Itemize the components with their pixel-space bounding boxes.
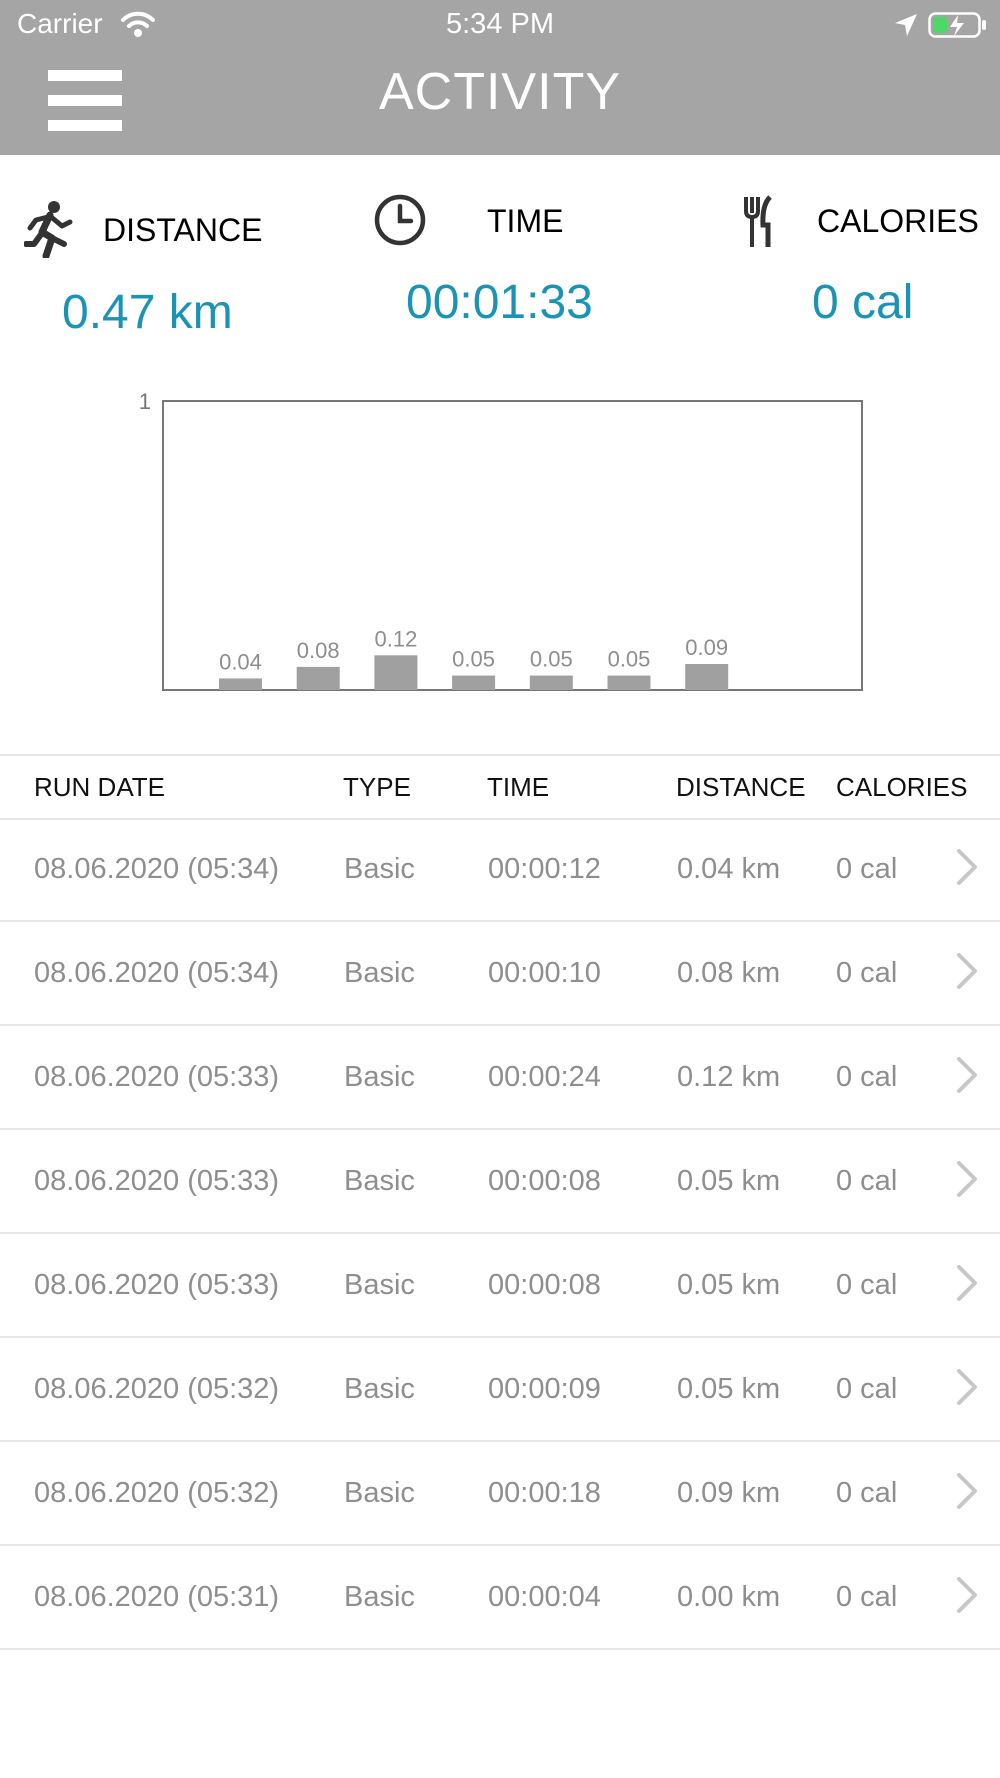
chevron-right-icon[interactable] [956,848,978,891]
calories-cell: 0 cal [836,1477,898,1509]
chevron-right-icon[interactable] [956,1160,978,1203]
time-value: 00:01:33 [406,276,593,329]
time-cell: 00:00:09 [488,1373,601,1405]
calories-label: CALORIES [817,203,979,239]
type-cell: Basic [344,853,415,885]
type-cell: Basic [344,957,415,989]
bar-value-label: 0.09 [685,634,729,660]
distance-cell: 0.00 km [677,1581,781,1613]
run-date-cell: 08.06.2020 (05:32) [34,1477,280,1509]
time-cell: 00:00:10 [488,957,601,989]
carrier-label: Carrier [17,8,103,39]
distance-label: DISTANCE [103,212,263,248]
fork-knife-icon [744,195,774,254]
chart-frame [163,401,862,690]
chart-bar [608,676,651,690]
type-cell: Basic [344,1061,415,1093]
table-row[interactable] [0,1234,1000,1338]
table-row[interactable] [0,1546,1000,1650]
chart-bar [297,667,340,690]
nav-bar [0,50,1000,155]
header-run-date: RUN DATE [34,772,165,802]
chart-bar [452,676,495,690]
bar-value-label: 0.05 [529,646,573,672]
run-date-cell: 08.06.2020 (05:33) [34,1165,280,1197]
table-row[interactable] [0,1338,1000,1442]
time-cell: 00:00:12 [488,853,601,885]
run-list [0,818,1000,1650]
distance-cell: 0.09 km [677,1477,781,1509]
runner-icon [24,200,74,263]
run-date-cell: 08.06.2020 (05:34) [34,957,280,989]
run-date-cell: 08.06.2020 (05:33) [34,1269,280,1301]
bar-value-label: 0.05 [452,646,496,672]
header-time: TIME [487,772,550,802]
run-date-cell: 08.06.2020 (05:33) [34,1061,280,1093]
distance-cell: 0.08 km [677,957,781,989]
calories-value: 0 cal [812,276,914,329]
time-cell: 00:00:24 [488,1061,601,1093]
table-row[interactable] [0,1442,1000,1546]
bar-value-label: 0.04 [219,649,262,675]
distance-value: 0.47 km [62,286,233,339]
type-cell: Basic [344,1373,415,1405]
run-date-cell: 08.06.2020 (05:34) [34,853,280,885]
chevron-right-icon[interactable] [956,1264,978,1307]
time-cell: 00:00:18 [488,1477,601,1509]
distance-cell: 0.04 km [677,853,781,885]
header-distance: DISTANCE [676,772,806,802]
calories-cell: 0 cal [836,1269,898,1301]
chevron-right-icon[interactable] [956,1472,978,1515]
time-cell: 00:00:04 [488,1581,601,1613]
distance-cell: 0.12 km [677,1061,781,1093]
location-arrow-icon [893,12,919,43]
type-cell: Basic [344,1477,415,1509]
page-title: ACTIVITY [378,63,622,121]
table-row[interactable] [0,1130,1000,1234]
calories-cell: 0 cal [836,1061,898,1093]
run-date-cell: 08.06.2020 (05:32) [34,1373,280,1405]
calories-cell: 0 cal [836,1165,898,1197]
bar-value-label: 0.12 [374,626,418,652]
calories-cell: 0 cal [836,1373,898,1405]
table-header [0,754,1000,820]
calories-cell: 0 cal [836,853,898,885]
chart-bar [530,676,573,690]
type-cell: Basic [344,1581,415,1613]
time-label: TIME [487,203,564,239]
table-row[interactable] [0,922,1000,1026]
status-bar [0,0,1000,50]
run-date-cell: 08.06.2020 (05:31) [34,1581,280,1613]
chevron-right-icon[interactable] [956,1368,978,1411]
calories-cell: 0 cal [836,1581,898,1613]
header-type: TYPE [343,772,411,802]
bar-value-label: 0.05 [607,646,651,672]
header-calories: CALORIES [836,772,968,802]
calories-cell: 0 cal [836,957,898,989]
clock-icon [373,193,427,252]
type-cell: Basic [344,1165,415,1197]
type-cell: Basic [344,1269,415,1301]
status-time: 5:34 PM [446,8,554,40]
time-cell: 00:00:08 [488,1165,601,1197]
distance-cell: 0.05 km [677,1373,781,1405]
table-row[interactable] [0,1026,1000,1130]
distance-cell: 0.05 km [677,1269,781,1301]
distance-bar-chart [0,370,1000,710]
distance-cell: 0.05 km [677,1165,781,1197]
chevron-right-icon[interactable] [956,1056,978,1099]
table-row[interactable] [0,818,1000,922]
battery-charging-icon [928,11,988,44]
chevron-right-icon[interactable] [956,952,978,995]
chart-bar [685,664,728,690]
chart-bar [219,678,262,690]
y-tick-label: 1 [138,389,151,414]
time-cell: 00:00:08 [488,1269,601,1301]
chevron-right-icon[interactable] [956,1576,978,1619]
bar-value-label: 0.08 [296,637,340,663]
chart-bar [374,655,417,690]
